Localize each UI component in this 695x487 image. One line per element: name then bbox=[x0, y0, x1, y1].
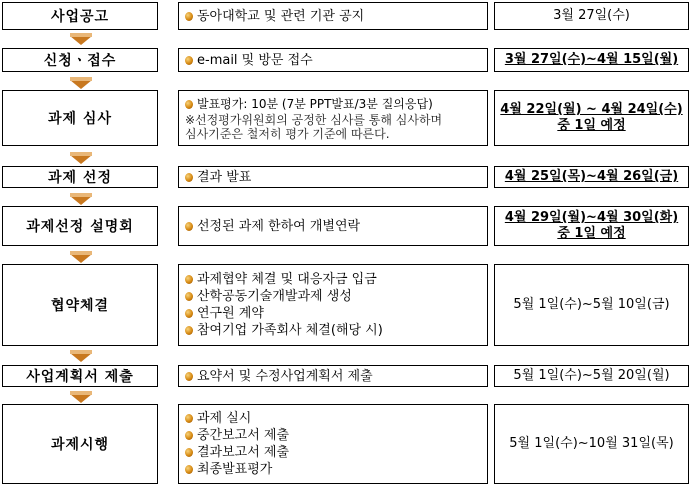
down-arrow-icon bbox=[70, 196, 92, 205]
bullet-icon bbox=[185, 56, 193, 65]
bullet-icon bbox=[185, 222, 193, 231]
bullet-icon bbox=[185, 448, 193, 457]
review-note: ※선정평가위원회의 공정한 심사를 통해 심사하며 bbox=[185, 112, 443, 127]
desc-plan-submission: 요약서 및 수정사업계획서 제출 bbox=[178, 365, 488, 387]
review-note-underlined: 심사기준은 철저히 평가 기준에 따른다. bbox=[185, 126, 390, 141]
bullet-icon bbox=[185, 292, 193, 301]
bullet-icon bbox=[185, 326, 193, 335]
stage-selection: 과제 선정 bbox=[2, 166, 158, 188]
stage-execution: 과제시행 bbox=[2, 404, 158, 484]
down-arrow-icon bbox=[70, 155, 92, 164]
desc-briefing: 선정된 과제 한하여 개별연락 bbox=[178, 206, 488, 246]
date-selection: 4월 25일(목)~4월 26일(금) bbox=[494, 166, 689, 188]
bullet-icon bbox=[185, 465, 193, 474]
bullet-icon bbox=[185, 309, 193, 318]
stage-application: 신청ㆍ접수 bbox=[2, 48, 158, 72]
down-arrow-icon bbox=[70, 36, 92, 45]
desc-execution: 과제 실시 중간보고서 제출 결과보고서 제출 최종발표평가 bbox=[178, 404, 488, 484]
bullet-icon bbox=[185, 275, 193, 284]
stage-briefing: 과제선정 설명회 bbox=[2, 206, 158, 246]
down-arrow-icon bbox=[70, 80, 92, 89]
bullet-icon bbox=[185, 100, 193, 109]
desc-review: 발표평가: 10분 (7분 PPT발표/3분 질의응답) ※선정평가위원회의 공정한 심사를 통해 심사하며 심사기준은 철저히 평가 기준에 따른다. bbox=[178, 90, 488, 146]
desc-selection: 결과 발표 bbox=[178, 166, 488, 188]
desc-agreement: 과제협약 체결 및 대응자금 입금 산학공동기술개발과제 생성 연구원 계약 참여기업 가족회사 체결(해당 시) bbox=[178, 264, 488, 346]
bullet-icon bbox=[185, 173, 193, 182]
stage-agreement: 협약체결 bbox=[2, 264, 158, 346]
date-review: 4월 22일(월) ~ 4월 24일(수) 중 1일 예정 bbox=[494, 90, 689, 146]
date-briefing: 4월 29일(월)~4월 30일(화) 중 1일 예정 bbox=[494, 206, 689, 246]
bullet-icon bbox=[185, 431, 193, 440]
date-announcement: 3월 27일(수) bbox=[494, 2, 689, 30]
date-agreement: 5월 1일(수)~5월 10일(금) bbox=[494, 264, 689, 346]
bullet-icon bbox=[185, 414, 193, 423]
down-arrow-icon bbox=[70, 254, 92, 263]
date-plan-submission: 5월 1일(수)~5월 20일(월) bbox=[494, 365, 689, 387]
desc-application: e-mail 및 방문 접수 bbox=[178, 48, 488, 72]
down-arrow-icon bbox=[70, 353, 92, 362]
stage-plan-submission: 사업계획서 제출 bbox=[2, 365, 158, 387]
date-application: 3월 27일(수)~4월 15일(월) bbox=[494, 48, 689, 72]
date-execution: 5월 1일(수)~10월 31일(목) bbox=[494, 404, 689, 484]
desc-announcement: 동아대학교 및 관련 기관 공지 bbox=[178, 2, 488, 30]
down-arrow-icon bbox=[70, 394, 92, 403]
stage-review: 과제 심사 bbox=[2, 90, 158, 146]
bullet-icon bbox=[185, 372, 193, 381]
stage-announcement: 사업공고 bbox=[2, 2, 158, 30]
bullet-icon bbox=[185, 12, 193, 21]
